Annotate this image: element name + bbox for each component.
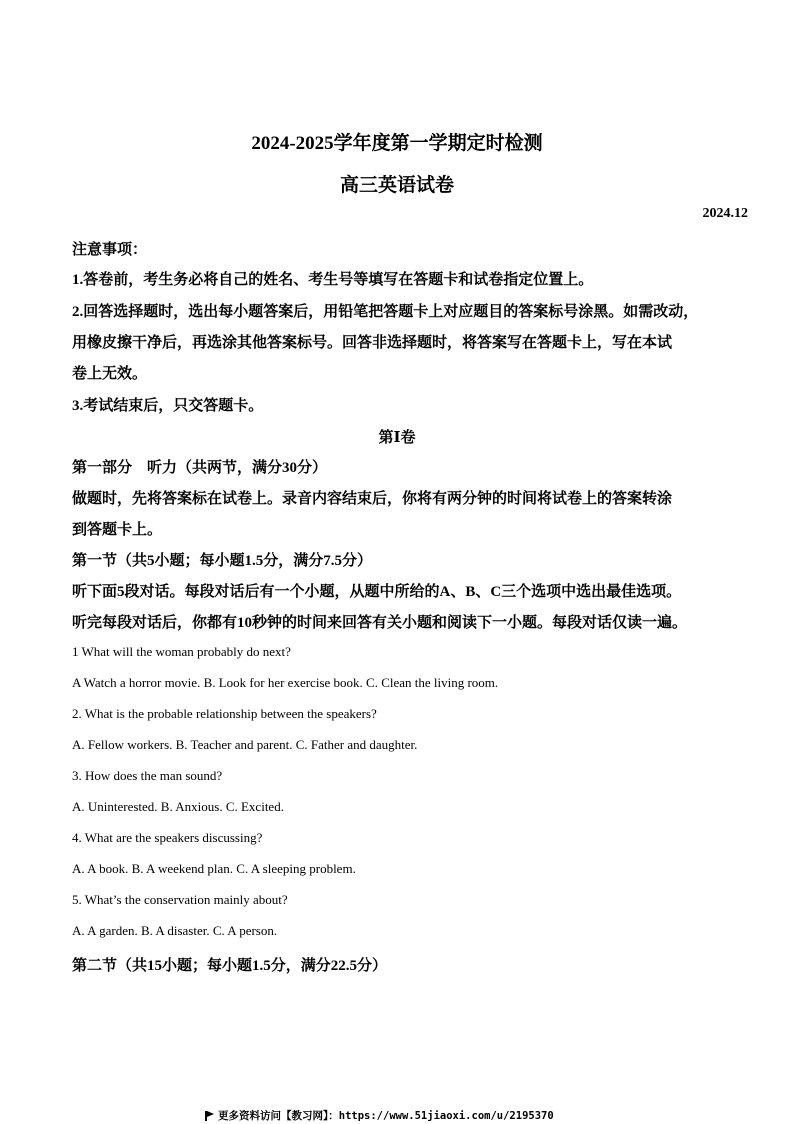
part1-instruction: 到答题卡上。 — [72, 522, 163, 538]
volume-heading: 第Ⅰ卷 — [378, 430, 416, 446]
exam-title: 2024-2025学年度第一学期定时检测 — [251, 133, 543, 154]
notice-item: 2.回答选择题时，选出每小题答案后，用铅笔把答题卡上对应题目的答案标号涂黑。如需改动， — [72, 304, 699, 320]
notice-item: 1.答卷前，考生务必将自己的姓名、考生号等填写在答题卡和试卷指定位置上。 — [72, 272, 594, 288]
footer-link[interactable] — [204, 1108, 554, 1123]
notice-item: 卷上无效。 — [72, 366, 148, 382]
question-options: A. Fellow workers. B. Teacher and parent. C. Father and daughter. — [72, 737, 418, 752]
question-text: 4. What are the speakers discussing? — [72, 830, 263, 845]
question-text: 2. What is the probable relationship between the speakers? — [72, 706, 377, 721]
notice-item: 用橡皮擦干净后，再选涂其他答案标号。回答非选择题时，将答案写在答题卡上，写在本试 — [72, 335, 673, 351]
notice-heading: 注意事项： — [72, 242, 148, 258]
notice-item: 3.考试结束后，只交答题卡。 — [72, 398, 264, 414]
footer-text: 更多资料访问【教习网】：https://www.51jiaoxi.com/u/2195370 — [218, 1110, 554, 1122]
section2-heading: 第二节（共15小题；每小题1.5分，满分22.5分） — [72, 958, 388, 974]
question-text: 3. How does the man sound? — [72, 768, 223, 783]
section1-instruction: 听下面5段对话。每段对话后有一个小题，从题中所给的A、B、C三个选项中选出最佳选项。 — [72, 584, 682, 600]
exam-subtitle: 高三英语试卷 — [339, 175, 454, 196]
question-options: A. A book. B. A weekend plan. C. A sleeping problem. — [72, 861, 356, 876]
question-options: A Watch a horror movie. B. Look for her exercise book. C. Clean the living room. — [72, 675, 499, 690]
question-text: 1 What will the woman probably do next? — [72, 644, 291, 659]
section1-heading: 第一节（共5小题；每小题1.5分，满分7.5分） — [72, 553, 373, 569]
question-text: 5. What’s the conservation mainly about? — [72, 892, 288, 907]
part1-heading: 第一部分 听力（共两节，满分30分） — [72, 460, 328, 476]
section1-instruction: 听完每段对话后，你都有10秒钟的时间来回答有关小题和阅读下一小题。每段对话仅读一遍。 — [72, 615, 688, 631]
question-options: A. Uninterested. B. Anxious. C. Excited. — [72, 799, 284, 814]
part1-instruction: 做题时，先将答案标在试卷上。录音内容结束后，你将有两分钟的时间将试卷上的答案转涂 — [72, 491, 673, 507]
flag-icon — [204, 1111, 214, 1121]
question-options: A. A garden. B. A disaster. C. A person. — [72, 923, 278, 938]
exam-date: 2024.12 — [702, 206, 748, 221]
